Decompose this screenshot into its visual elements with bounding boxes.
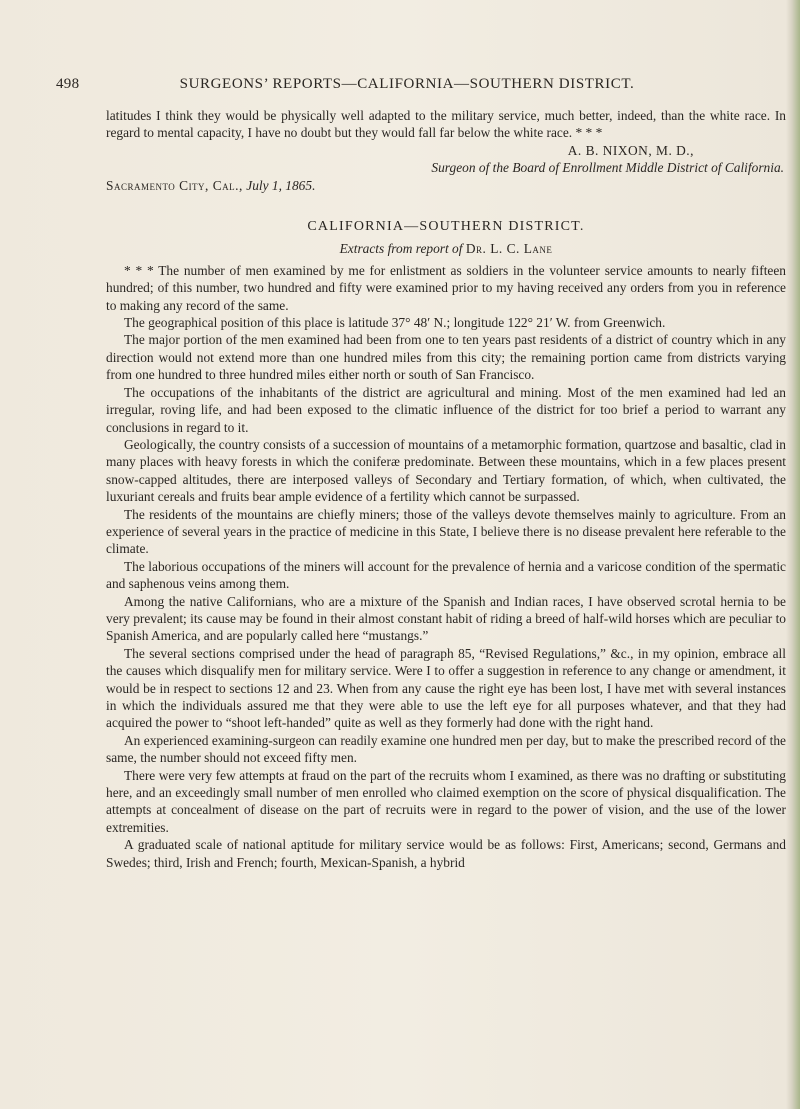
running-title: SURGEONS’ REPORTS—CALIFORNIA—SOUTHERN DISTRICT. [179, 76, 635, 92]
paragraph: The residents of the mountains are chiefly miners; those of the valleys devote themselves mainly to agriculture. From an experience of several years in the practice of medicine in this State, I believe there is no disease prevalent here referable to the climate. [106, 506, 786, 557]
extract-line [106, 240, 786, 257]
paragraph: A graduated scale of national aptitude for military service would be as follows: First, Americans; second, Germans and Swedes; third, Irish and French; fourth, Mexican-Spanish, a hybrid [106, 837, 786, 870]
signature-title: Surgeon of the Board of Enrollment Middle District of California. [431, 160, 784, 176]
paragraph: The geographical position of this place is latitude 37° 48′ N.; longitude 122° 21′ W. from Greenwich. [124, 315, 666, 331]
paragraph: The major portion of the men examined had been from one to ten years past residents of a district of country which in any direction would not extend more than one hundred miles from this city; the remaining portion came from districts varying from one hundred to three hundred miles either north or south of San Francisco. [106, 332, 786, 383]
extract-author: Dr. L. C. Lane [465, 241, 553, 257]
signature-block [106, 142, 786, 194]
paragraph: An experienced examining-surgeon can readily examine one hundred men per day, but to make the prescribed record of the same, the number should not exceed fifty men. [106, 732, 786, 766]
paragraph: There were very few attempts at fraud on the part of the recruits whom I examined, as there was no drafting or substituting here, and an exceedingly small number of men enrolled who claimed exemption on the score of physical disqualification. The attempts at concealment of disease on the part of recruits were in regard to the power of vision, and the use of the lower extremities. [106, 767, 786, 835]
signature-name: A. B. NIXON, M. D., [567, 142, 694, 158]
paragraph: The laborious occupations of the miners will account for the prevalence of hernia and a varicose condition of the spermatic and saphenous veins among them. [106, 558, 786, 592]
signature-place-line [106, 177, 786, 194]
paragraph: Geologically, the country consists of a succession of mountains of a metamorphic formation, quartzose and basaltic, clad in many places with heavy forests in which the coniferæ predominate. Between these mountains, which in a few places present snow-capped altitudes, there are interposed valleys of Secondary and Tertiary formation, of which, when cultivated, the luxuriant cereals and fruits bear ample evidence of a fertility which cannot be surpassed. [106, 436, 786, 505]
page-edge [786, 0, 800, 1109]
paragraph: Among the native Californians, who are a mixture of the Spanish and Indian races, I have observed scrotal hernia to be very prevalent; its cause may be found in their almost constant habit of riding a breed of half-wild horses which are peculiar to Spanish America, and are popularly called here “mustangs.” [106, 593, 786, 644]
extract-prefix: Extracts from report of [339, 241, 463, 257]
paragraph: * * * The number of men examined by me for enlistment as soldiers in the volunteer service amounts to nearly fifteen hundred; of this number, two hundred and fifty were examined prior to my having received any orders from you in reference to making any record of the same. [106, 262, 786, 313]
section-title: CALIFORNIA—SOUTHERN DISTRICT. [307, 219, 585, 235]
page-body [106, 107, 786, 871]
signature-place: Sacramento City, Cal., [106, 177, 243, 193]
page-number: 498 [56, 76, 80, 92]
signature-date: July 1, 1865. [246, 177, 316, 193]
paragraph: The several sections comprised under the head of paragraph 85, “Revised Regulations,” &c., in my opinion, embrace all the causes which disqualify men for military service. Were I to offer a suggestion in reference to any change or amendment, it would be in respect to sections 12 and 23. When from any cause the right eye has been lost, I have met with several instances in which the individuals assured me that they were able to use the left eye for all purposes whatever, and that they had acquired the power to “shoot left-handed” quite as well as they formerly had done with the right hand. [106, 645, 786, 731]
paragraph: The occupations of the inhabitants of the district are agricultural and mining. Most of the men examined had led an irregular, roving life, and had been exposed to the climatic influence of the district for too brief a period to warrant any conclusions in regard to it. [106, 384, 786, 435]
opening-paragraph: latitudes I think they would be physically well adapted to the military service, much better, indeed, than the white race. In regard to mental capacity, I have no doubt but they would fall far below the white race. * * * [106, 108, 786, 141]
